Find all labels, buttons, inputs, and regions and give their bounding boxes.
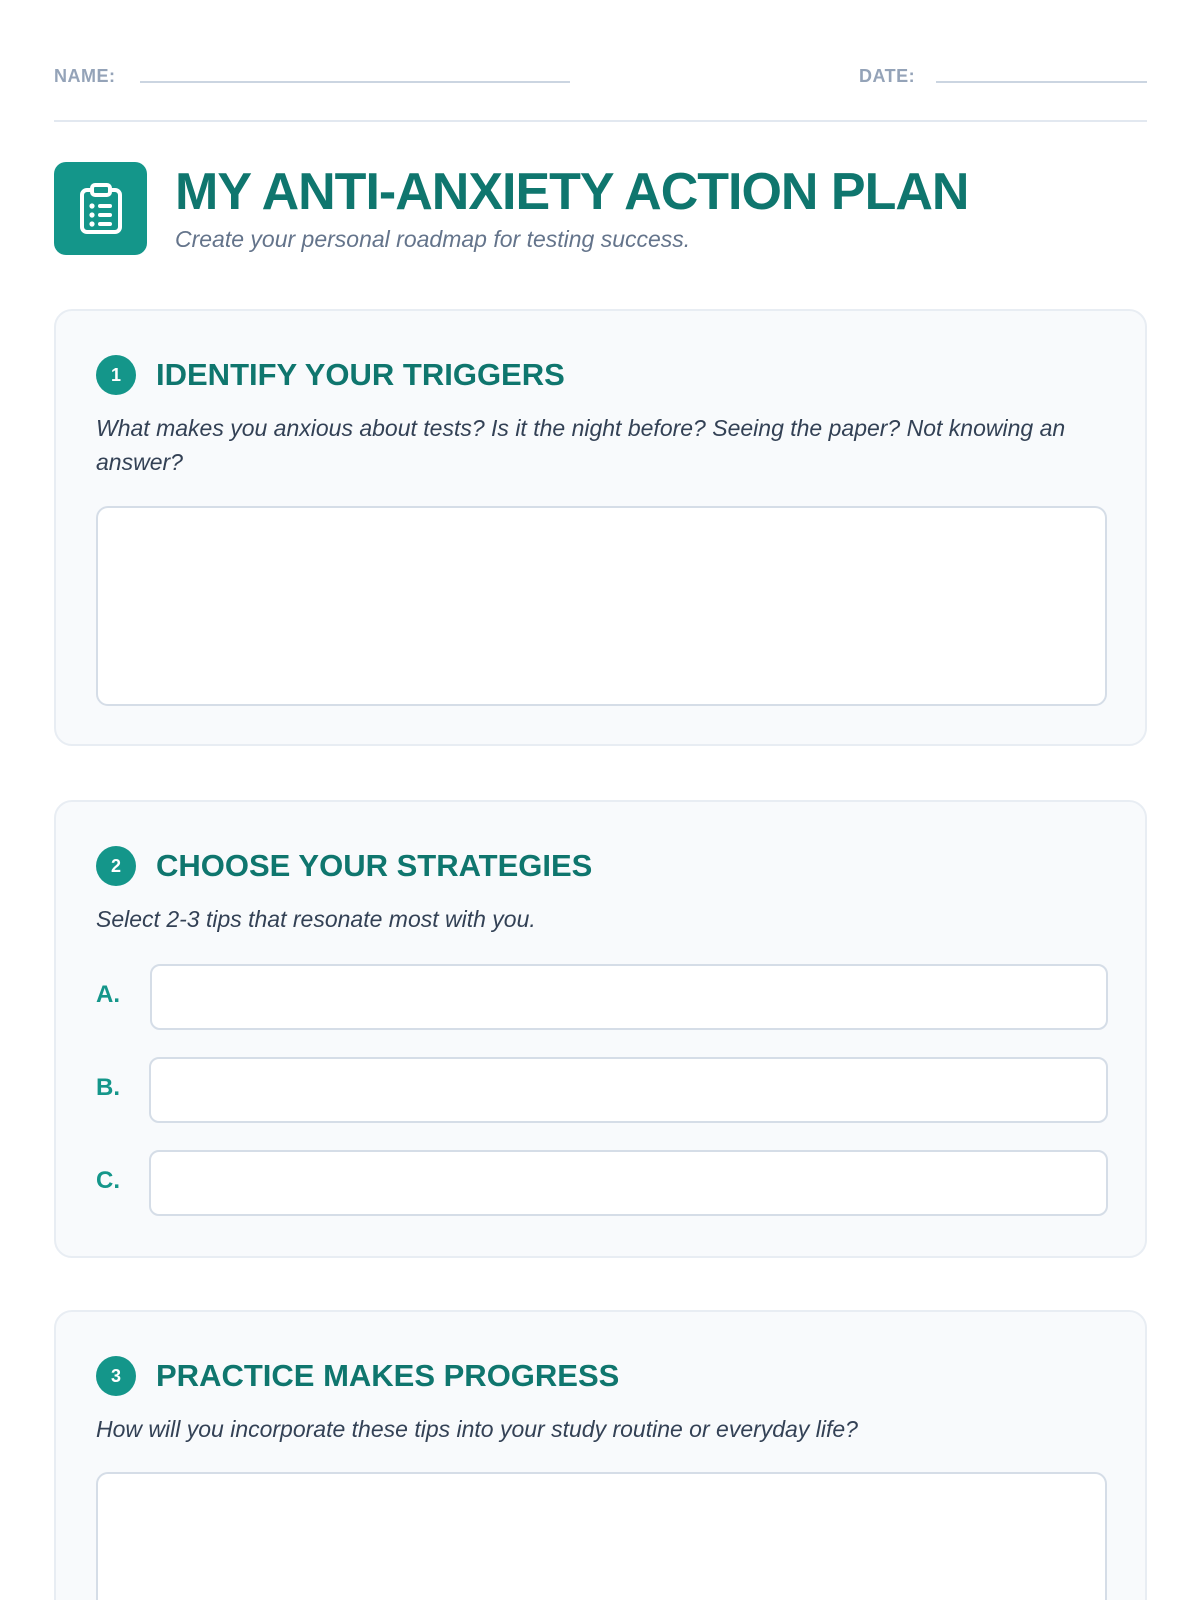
date-line[interactable] (936, 81, 1147, 83)
strategy-a-field[interactable] (150, 964, 1108, 1030)
header-divider (54, 120, 1147, 122)
section-header (96, 1356, 619, 1396)
name-date-row (54, 62, 1147, 92)
step-number-badge: 3 (96, 1356, 136, 1396)
clipboard-list-icon (54, 162, 147, 255)
section-prompt: Select 2-3 tips that resonate most with you. (96, 906, 536, 932)
option-c-label: C. (96, 1167, 120, 1194)
strategy-c-field[interactable] (149, 1150, 1108, 1216)
section-header (96, 846, 592, 886)
section-title: CHOOSE YOUR STRATEGIES (156, 848, 593, 883)
triggers-answer-box[interactable] (96, 506, 1107, 706)
step-number-badge: 1 (96, 355, 136, 395)
section-practice-progress (54, 1310, 1147, 1600)
section-title: IDENTIFY YOUR TRIGGERS (156, 357, 565, 392)
section-prompt: How will you incorporate these tips into your study routine or everyday life? (96, 1416, 858, 1442)
name-label: NAME: (54, 66, 116, 86)
section-header (96, 355, 565, 395)
date-label: DATE: (859, 66, 916, 86)
option-a-label: A. (96, 981, 120, 1008)
step-number-badge: 2 (96, 846, 136, 886)
page-subtitle: Create your personal roadmap for testing success. (175, 226, 691, 252)
option-b-label: B. (96, 1074, 120, 1101)
section-title: PRACTICE MAKES PROGRESS (156, 1358, 620, 1393)
strategy-b-field[interactable] (149, 1057, 1108, 1123)
section-prompt: What makes you anxious about tests? Is it the night before? Seeing the paper? Not knowing an answer? (96, 415, 1066, 475)
page-title: MY ANTI-ANXIETY ACTION PLAN (175, 163, 969, 221)
name-line[interactable] (140, 81, 570, 83)
practice-answer-box[interactable] (96, 1472, 1107, 1600)
section-identify-triggers (54, 309, 1147, 746)
section-choose-strategies (54, 800, 1147, 1258)
